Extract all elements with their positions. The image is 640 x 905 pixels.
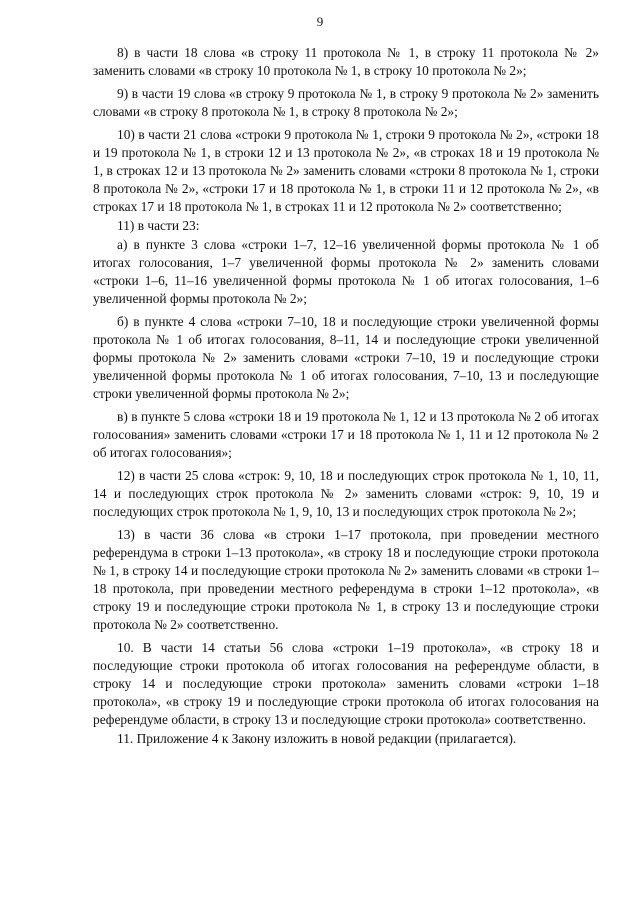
document-body	[93, 44, 599, 753]
section-10: 10. В части 14 статьи 56 слова «строки 1–19 протокола», «в строку 18 и последующие строки протокола об итогах голосования на референдуме области, в строку 14 и последующие строки протокола» заменить словами «строки 1–18 протокола», «в строку 19 и последующие строки протокола об итогах голосования на референдуме области, в строку 13 и последующие строки протокола» соответственно.	[93, 640, 599, 727]
paragraph-item-9: 9) в части 19 слова «в строку 9 протокола № 1, в строку 9 протокола № 2» заменить словами «в строку 8 протокола № 1, в строку 8 протокола № 2»;	[93, 86, 599, 119]
paragraph-item-13: 13) в части 36 слова «в строки 1–17 протокола, при проведении местного референдума в строки 1–13 протокола», «в строку 18 и последующие строки протокола № 1, в строку 14 и последующие строки протокола № 2» заменить словами «в строки 1–18 протокола, при проведении местного референдума в строки 1–12 протокола», «в строку 19 и последующие строки протокола № 1, в строку 13 и последующие строки протокола № 2» соответственно.	[93, 527, 599, 632]
paragraph-item-11: 11) в части 23:	[117, 218, 200, 233]
paragraph-item-10: 10) в части 21 слова «строки 9 протокола № 1, строки 9 протокола № 2», «строки 18 и 19 протокола № 1, в строки 12 и 13 протокола № 2», «в строках 18 и 19 протокола № 1, в строках 12 и 13 протокола № 2» заменить словами «строки 8 протокола № 1, строки 8 протокола № 2», «строки 17 и 18 протокола № 1, в строки 11 и 12 протокола № 2», «в строках 17 и 18 протокола № 1, в строках 11 и 12 протокола № 2» соответственно;	[93, 127, 599, 214]
subparagraph-a: а) в пункте 3 слова «строки 1–7, 12–16 увеличенной формы протокола № 1 об итогах голосования, 1–7 увеличенной формы протокола № 2» заменить словами «строки 1–6, 11–16 увеличенной формы протокола № 1 об итогах голосования, 1–6 увеличенной формы протокола № 2»;	[93, 237, 599, 306]
page-number: 9	[316, 14, 324, 29]
subparagraph-b: б) в пункте 4 слова «строки 7–10, 18 и последующие строки увеличенной формы протокола № 1 об итогах голосования, 8–11, 14 и последующие строки увеличенной формы протокола № 2» заменить словами «строки 7–10, 19 и последующие строки увеличенной формы протокола № 1 об итогах голосования, 7–10, 13 и последующие строки увеличенной формы протокола № 2»;	[93, 314, 599, 401]
subparagraph-v: в) в пункте 5 слова «строки 18 и 19 протокола № 1, 12 и 13 протокола № 2 об итогах голосования» заменить словами «строки 17 и 18 протокола № 1, 11 и 12 протокола № 2 об итогах голосования»;	[93, 409, 599, 460]
paragraph-item-12: 12) в части 25 слова «строк: 9, 10, 18 и последующих строк протокола № 1, 10, 11, 14 и последующих строк протокола № 2» заменить словами «строк: 9, 10, 19 и последующих строк протокола № 1, 9, 10, 13 и последующих строк протокола № 2»;	[93, 468, 599, 519]
section-11: 11. Приложение 4 к Закону изложить в новой редакции (прилагается).	[117, 731, 517, 746]
paragraph-item-8: 8) в части 18 слова «в строку 11 протокола № 1, в строку 11 протокола № 2» заменить словами «в строку 10 протокола № 1, в строку 10 протокола № 2»;	[93, 45, 599, 78]
